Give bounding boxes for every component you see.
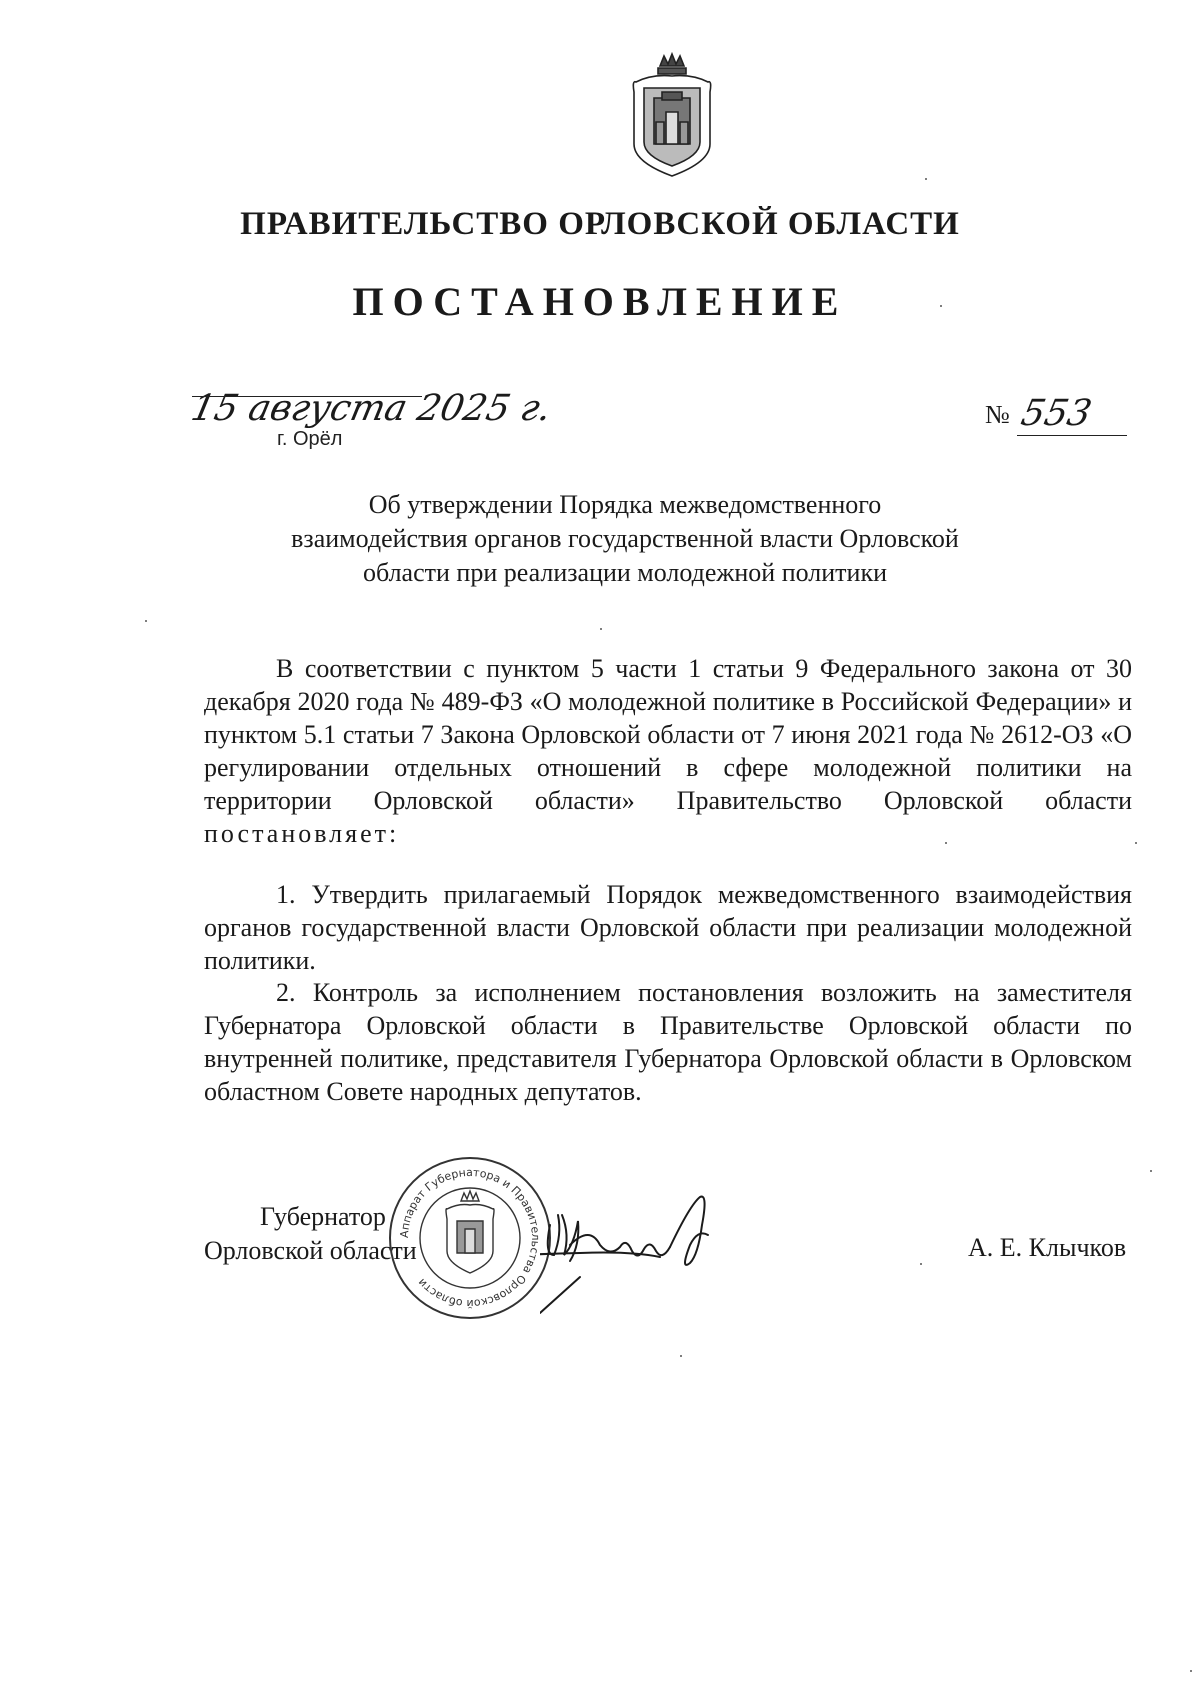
scan-speck: [925, 178, 927, 180]
government-title: ПРАВИТЕЛЬСТВО ОРЛОВСКОЙ ОБЛАСТИ: [240, 206, 960, 242]
preamble-paragraph: [204, 652, 1132, 850]
seal-text: Аппарат Губернатора и Правительства Орловской области: [397, 1165, 543, 1311]
number-handwritten: 553: [1017, 393, 1096, 434]
coat-of-arms-icon: [622, 52, 722, 180]
scan-speck: [1190, 1670, 1192, 1672]
scan-speck: [600, 628, 602, 630]
position-line: Орловской области: [204, 1236, 417, 1265]
subject-line: Об утверждении Порядка межведомственного: [368, 490, 882, 519]
resolves-word: постановляет:: [204, 819, 400, 848]
document-type: ПОСТАНОВЛЕНИЕ: [352, 279, 848, 324]
scan-speck: [940, 305, 942, 307]
clause-2-paragraph: 2. Контроль за исполнением постановления возложить на заместителя Губернатора Орловской области в Правительстве Орловской области по внутренней политике, представителя Губернатора Орловской области в Орловском областном Совете народных депутатов.: [204, 978, 1132, 1106]
handwritten-signature: [540, 1185, 740, 1315]
subject-line: области при реализации молодежной политики: [363, 558, 887, 587]
document-subject: [230, 488, 1020, 590]
subject-line: взаимодействия органов государственной власти Орловской: [291, 524, 959, 553]
scan-speck: [145, 620, 147, 622]
scan-speck: [1150, 1170, 1152, 1172]
date-handwritten: 15 августа 2025 г.: [187, 388, 556, 429]
signer-name: А. Е. Клычков: [968, 1233, 1127, 1262]
scan-speck: [945, 842, 947, 844]
date-underline: [192, 396, 422, 397]
clause-1-paragraph: 1. Утвердить прилагаемый Порядок межведомственного взаимодействия органов государственной власти Орловской области при реализации молодежной политики.: [204, 880, 1132, 975]
position-line: Губернатор: [260, 1202, 386, 1231]
city-label: г. Орёл: [277, 428, 343, 450]
scan-speck: [1135, 842, 1137, 844]
official-seal-icon: [385, 1153, 555, 1323]
scan-speck: [680, 1355, 682, 1357]
number-label: №: [985, 400, 1010, 429]
number-underline: [1017, 435, 1127, 436]
preamble-text: В соответствии с пунктом 5 части 1 статьи 9 Федерального закона от 30 декабря 2020 года № 489-ФЗ «О молодежной политике в Российской Федерации» и пунктом 5.1 статьи 7 Закона Орловской области от 7 июня 2021 года № 2612-ОЗ «О регулировании отдельных отношений в сфере молодежной политики на территории Орловской области» Правительство Орловской области: [204, 654, 1132, 815]
scan-speck: [920, 1263, 922, 1265]
